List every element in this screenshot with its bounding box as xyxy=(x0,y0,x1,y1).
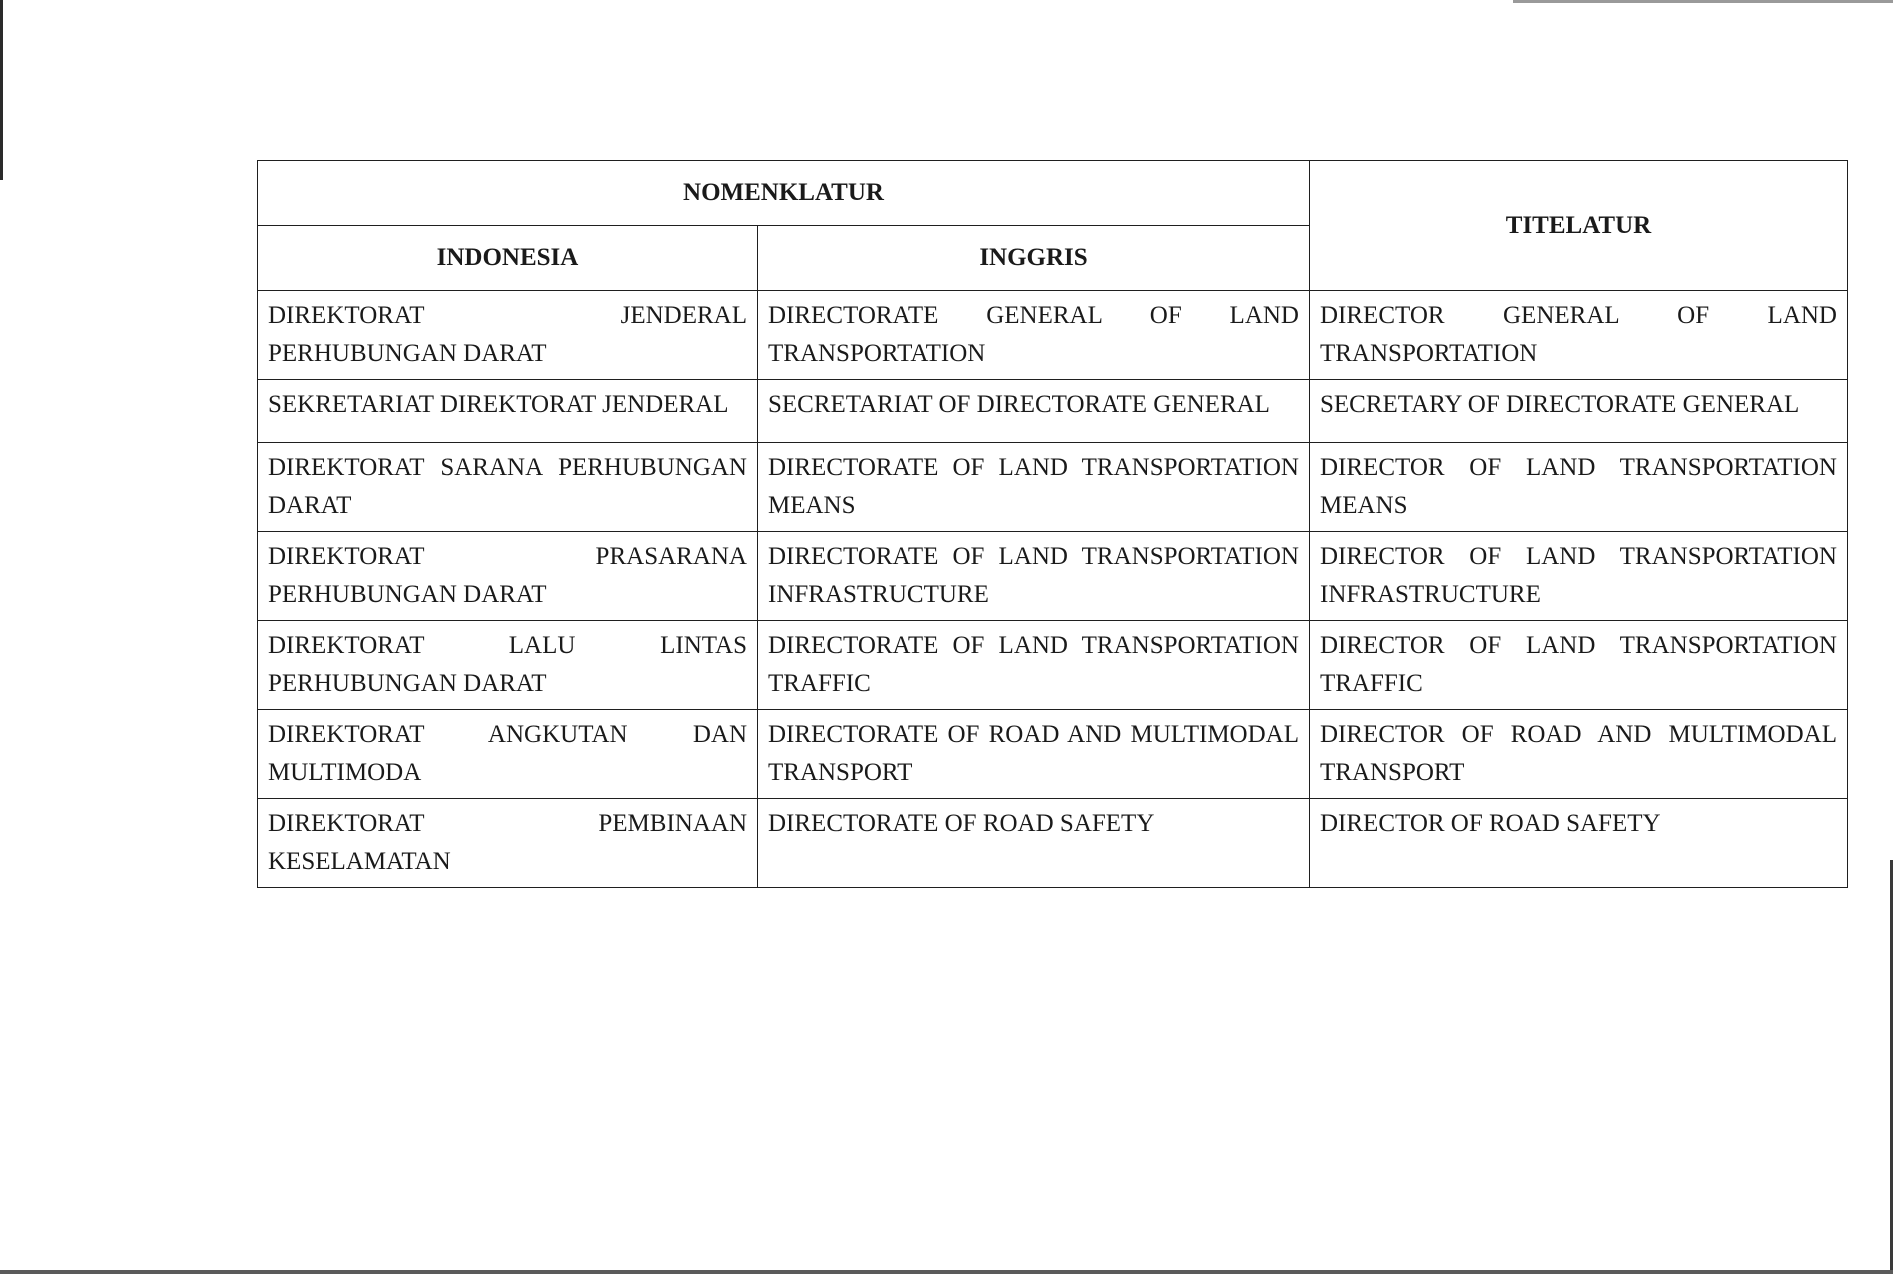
cell-inggris: DIRECTORATE GENERAL OF LAND TRANSPORTATION xyxy=(758,291,1310,380)
nomenclature-table xyxy=(257,160,1848,888)
cell-indonesia: DIREKTORAT LALU LINTAS PERHUBUNGAN DARAT xyxy=(258,621,758,710)
table-row xyxy=(258,380,1848,443)
cell-indonesia: DIREKTORAT ANGKUTAN DAN MULTIMODA xyxy=(258,710,758,799)
cell-titelatur: DIRECTOR OF LAND TRANSPORTATION MEANS xyxy=(1310,443,1848,532)
cell-titelatur: DIRECTOR OF LAND TRANSPORTATION INFRASTRUCTURE xyxy=(1310,532,1848,621)
cell-inggris: DIRECTORATE OF ROAD AND MULTIMODAL TRANSPORT xyxy=(758,710,1310,799)
header-nomenklatur: NOMENKLATUR xyxy=(258,161,1310,226)
scan-edge-left xyxy=(0,0,3,180)
cell-indonesia: DIREKTORAT PRASARANA PERHUBUNGAN DARAT xyxy=(258,532,758,621)
cell-indonesia: DIREKTORAT JENDERAL PERHUBUNGAN DARAT xyxy=(258,291,758,380)
cell-inggris: DIRECTORATE OF LAND TRANSPORTATION MEANS xyxy=(758,443,1310,532)
table-row xyxy=(258,710,1848,799)
header-inggris: INGGRIS xyxy=(758,226,1310,291)
cell-indonesia: SEKRETARIAT DIREKTORAT JENDERAL xyxy=(258,380,758,443)
scan-edge-top xyxy=(1513,0,1893,3)
cell-indonesia: DIREKTORAT PEMBINAAN KESELAMATAN xyxy=(258,799,758,888)
cell-indonesia: DIREKTORAT SARANA PERHUBUNGAN DARAT xyxy=(258,443,758,532)
cell-titelatur: DIRECTOR OF ROAD SAFETY xyxy=(1310,799,1848,888)
header-row-top xyxy=(258,161,1848,226)
cell-inggris: SECRETARIAT OF DIRECTORATE GENERAL xyxy=(758,380,1310,443)
cell-titelatur: SECRETARY OF DIRECTORATE GENERAL xyxy=(1310,380,1848,443)
table-header xyxy=(258,161,1848,291)
cell-inggris: DIRECTORATE OF ROAD SAFETY xyxy=(758,799,1310,888)
table-row xyxy=(258,443,1848,532)
table-body xyxy=(258,291,1848,888)
document-page xyxy=(257,160,1847,888)
cell-inggris: DIRECTORATE OF LAND TRANSPORTATION INFRASTRUCTURE xyxy=(758,532,1310,621)
table-row xyxy=(258,532,1848,621)
table-row xyxy=(258,621,1848,710)
scan-edge-bottom xyxy=(0,1270,1893,1274)
header-titelatur: TITELATUR xyxy=(1310,161,1848,291)
cell-titelatur: DIRECTOR OF LAND TRANSPORTATION TRAFFIC xyxy=(1310,621,1848,710)
table-row xyxy=(258,291,1848,380)
cell-titelatur: DIRECTOR OF ROAD AND MULTIMODAL TRANSPORT xyxy=(1310,710,1848,799)
cell-titelatur: DIRECTOR GENERAL OF LAND TRANSPORTATION xyxy=(1310,291,1848,380)
cell-inggris: DIRECTORATE OF LAND TRANSPORTATION TRAFFIC xyxy=(758,621,1310,710)
table-row xyxy=(258,799,1848,888)
header-indonesia: INDONESIA xyxy=(258,226,758,291)
